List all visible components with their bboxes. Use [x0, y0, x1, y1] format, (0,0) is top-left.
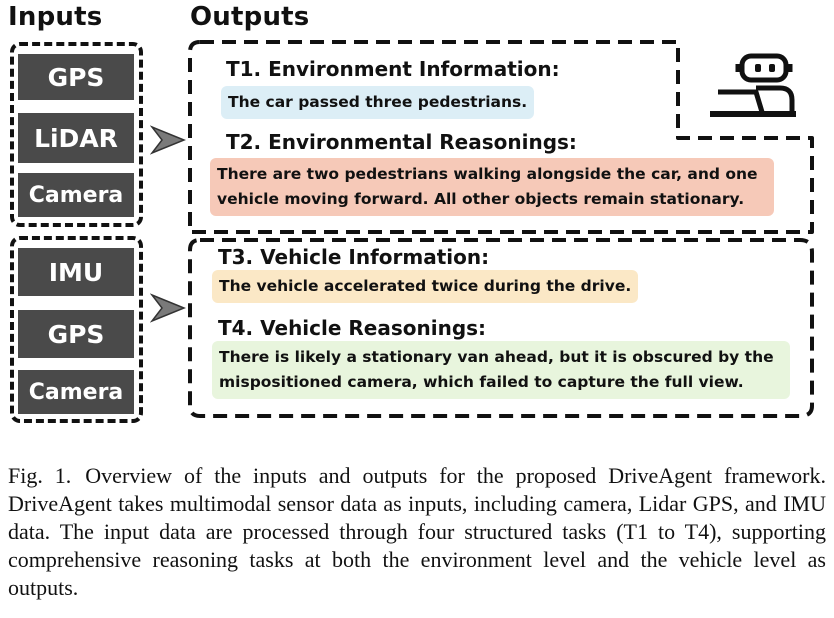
t1-text: The car passed three pedestrians.	[221, 86, 534, 119]
t3-title: T3. Vehicle Information:	[218, 245, 490, 269]
t1-title: T1. Environment Information:	[226, 57, 560, 81]
figure-caption	[8, 462, 826, 602]
t2-text-line-1: There are two pedestrians walking alongside the car, and one	[217, 165, 758, 183]
t2-title: T2. Environmental Reasonings:	[226, 130, 577, 154]
sensor-imu: IMU	[18, 248, 134, 296]
t4-text	[212, 341, 790, 399]
sensor-camera: Camera	[18, 173, 134, 217]
sensor-camera: Camera	[18, 370, 134, 414]
t2-text	[210, 158, 774, 216]
t4-text-line-2: mispositioned camera, which failed to capture the full view.	[219, 373, 744, 391]
sensor-gps: GPS	[18, 310, 134, 358]
caption-text: Overview of the inputs and outputs for the proposed DriveAgent framework. DriveAgent takes multimodal sensor data as inputs, including camera, Lidar GPS, and IMU data. The input data are processed through four structured tasks (T1 to T4), supporting comprehensive reasoning tasks at both the environment level and the vehicle level as outputs.	[8, 463, 826, 600]
t4-text-line-1: There is likely a stationary van ahead, but it is obscured by the	[219, 348, 774, 366]
t2-text-line-2: vehicle moving forward. All other objects remain stationary.	[217, 190, 745, 208]
sensor-lidar: LiDAR	[18, 113, 134, 163]
t3-text: The vehicle accelerated twice during the drive.	[212, 270, 638, 303]
outputs-header: Outputs	[190, 2, 310, 32]
inputs-header: Inputs	[8, 2, 103, 32]
robot-icon	[706, 52, 806, 120]
figure-label: Fig. 1.	[8, 463, 72, 488]
sensor-gps: GPS	[18, 54, 134, 100]
t4-title: T4. Vehicle Reasonings:	[218, 316, 487, 340]
